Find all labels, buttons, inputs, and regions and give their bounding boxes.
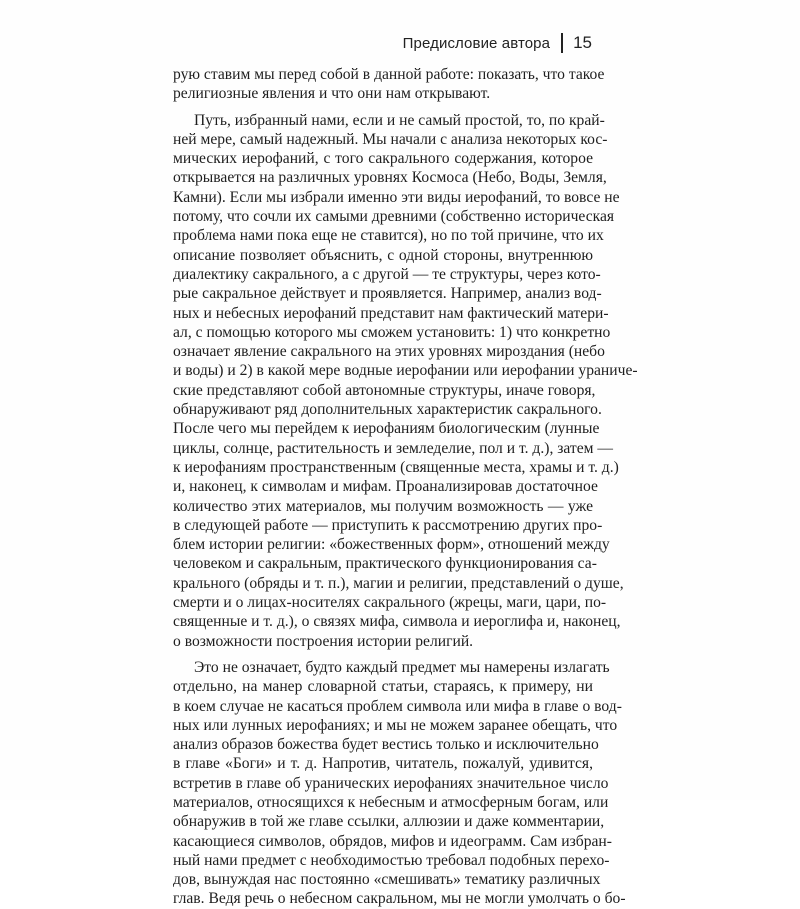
text-line: в коем случае не касаться проблем символа или мифа в главе о вод- [173, 697, 622, 715]
text-line: рые сакральное действует и проявляется. Например, анализ вод- [173, 285, 602, 303]
paragraph [173, 65, 605, 104]
text-line: ных или лунных иерофаниях; и мы не можем заранее обещать, что [173, 716, 618, 734]
text-line: ские представляют собой автономные структуры, иначе говоря, [173, 381, 596, 399]
text-line: После чего мы перейдем к иерофаниям биологическим (лунные [173, 420, 600, 438]
running-header [403, 30, 592, 56]
text-line: о возможности построения истории религий. [173, 632, 474, 650]
text-line: в следующей работе — приступить к рассмотрению других про- [173, 516, 603, 534]
text-line: материалов, относящихся к небесным и атмосферным богам, или [173, 793, 609, 811]
text-line: священные и т. д.), о связях мифа, символа и иероглифа и, наконец, [173, 613, 621, 631]
text-line: проблема нами пока еще не ставится), но по той причине, что их [173, 227, 604, 245]
text-line: обнаружив в той же главе ссылки, аллюзии и даже комментарии, [173, 813, 605, 831]
paragraph [173, 658, 626, 909]
text-line: глав. Ведя речь о небесном сакральном, мы не могли умолчать о бо- [173, 890, 626, 908]
text-line: количество этих материалов, мы получим возможность — уже [173, 497, 593, 515]
page-number: 15 [573, 33, 592, 52]
text-line: в главе «Боги» и т. д. Напротив, читатель, пожалуй, удивится, [173, 755, 593, 773]
text-line: Путь, избранный нами, если и не самый простой, то, по край- [194, 111, 605, 129]
text-line: мических иерофаний, с того сакрального содержания, которое [173, 150, 593, 168]
text-line: рую ставим мы перед собой в данной работе: показать, что такое [173, 66, 605, 83]
text-line: ал, с помощью которого мы сможем установить: 1) что конкретно [173, 323, 611, 341]
text-line: человеком и сакральным, практического функционирования са- [173, 555, 597, 573]
text-line: означает явление сакрального на этих уровнях мироздания (небо [173, 343, 605, 361]
text-line: ней мере, самый надежный. Мы начали с анализа некоторых кос- [173, 130, 608, 148]
text-line: смерти и о лицах-носителях сакрального (жрецы, маги, цари, по- [173, 594, 607, 612]
text-line: анализ образов божества будет вестись только и исключительно [173, 736, 599, 754]
body-text [173, 65, 638, 909]
text-line: описание позволяет объяснить, с одной стороны, внутреннюю [173, 246, 593, 264]
text-line: ный нами предмет с необходимостью требовал подобных перехо- [173, 851, 610, 869]
text-line: отдельно, на манер словарной статьи, стараясь, к примеру, ни [173, 678, 593, 696]
text-line: блем истории религии: «божественных форм», отношений между [173, 536, 610, 554]
text-line: религиозные явления и что они нам открывают. [173, 85, 491, 103]
text-line: к иерофаниям пространственным (священные места, храмы и т. д.) [173, 458, 619, 476]
text-line: открывается на различных уровнях Космоса (Небо, Воды, Земля, [173, 169, 607, 187]
text-line: и воды) и 2) в какой мере водные иерофании или иерофании ураниче- [173, 362, 638, 380]
text-line: ных и небесных иерофаний представит нам фактический матери- [173, 304, 609, 322]
text-line: крального (обряды и т. п.), магии и религии, представлений о душе, [173, 574, 624, 592]
text-line: дов, вынуждая нас постоянно «смешивать» тематику различных [173, 871, 601, 889]
header-divider [561, 33, 563, 53]
text-line: циклы, солнце, растительность и земледелие, пол и т. д.), затем — [173, 439, 614, 457]
text-line: касающиеся символов, обрядов, мифов и идеограмм. Сам избран- [173, 832, 612, 850]
text-line: потому, что сочли их самыми древними (собственно историческая [173, 208, 615, 226]
text-line: обнаруживают ряд дополнительных характеристик сакрального. [173, 401, 602, 419]
text-line: Камни). Если мы избрали именно эти виды иерофаний, то вовсе не [173, 188, 620, 206]
text-line: и, наконец, к символам и мифам. Проанализировав достаточное [173, 478, 598, 496]
text-line: диалектику сакрального, а с другой — те структуры, через кото- [173, 265, 601, 283]
text-line: встретив в главе об уранических иерофаниях значительное число [173, 774, 609, 792]
header-title: Предисловие автора [402, 34, 551, 52]
paragraph [173, 111, 638, 651]
text-line: Это не означает, будто каждый предмет мы намерены излагать [194, 658, 610, 676]
